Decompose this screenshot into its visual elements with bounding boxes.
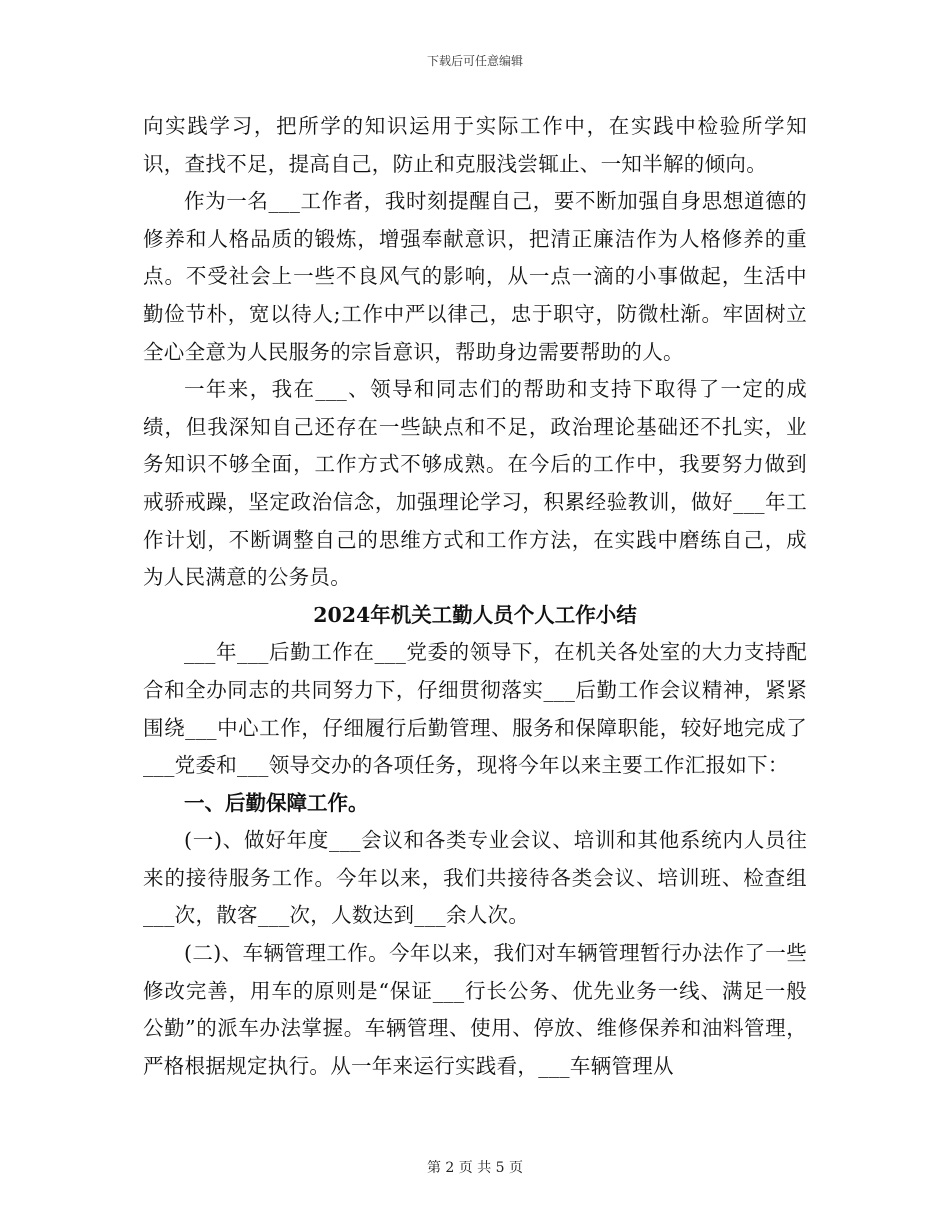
document-title: 2024年机关工勤人员个人工作小结 (313, 602, 637, 627)
paragraph-practice-learning: 向实践学习，把所学的知识运用于实际工作中，在实践中检验所学知识，查找不足，提高自己，防止和克服浅尝辄止、一知半解的倾向。 (143, 114, 807, 176)
paragraph-vehicle-management: (二)、车辆管理工作。今年以来，我们对车辆管理暂行办法作了一些修改完善，用车的原则是“保证___行长公务、优先业务一线、满足一般公勤”的派车办法掌握。车辆管理、使用、停放、维修保养和油料管理，严格根据规定执行。从一年来运行实践看，___车辆管理从 (143, 941, 807, 1078)
paragraph-reception-service: (一)、做好年度___会议和各类专业会议、培训和其他系统内人员往来的接待服务工作。今年以来，我们共接待各类会议、培训班、检查组___次，散客___次，人数达到___余人次。 (143, 828, 807, 928)
section-heading-logistics: 一、后勤保障工作。 (184, 790, 369, 815)
page-number: 第 2 页 共 5 页 (426, 1160, 524, 1176)
paragraph-achievements: 一年来，我在___、领导和同志们的帮助和支持下取得了一定的成绩，但我深知自己还存在一些缺点和不足，政治理论基础还不扎实，业务知识不够全面，工作方式不够成熟。在今后的工作中，我要努力做到戒骄戒躁，坚定政治信念，加强理论学习，积累经验教训，做好___年工作计划，不断调整自己的思维方式和工作方法，在实践中磨练自己，成为人民满意的公务员。 (143, 377, 807, 590)
page-header: 下载后可任意编辑 (426, 54, 523, 68)
document-body (143, 108, 807, 1085)
paragraph-intro: ___年___后勤工作在___党委的领导下，在机关各处室的大力支持配合和全办同志的共同努力下，仔细贯彻落实___后勤工作会议精神，紧紧围绕___中心工作，仔细履行后勤管理、服务和保障职能，较好地完成了___党委和___领导交办的各项任务，现将今年以来主要工作汇报如下： (143, 640, 807, 778)
paragraph-moral-cultivation: 作为一名___工作者，我时刻提醒自己，要不断加强自身思想道德的修养和人格品质的锻炼，增强奉献意识，把清正廉洁作为人格修养的重点。不受社会上一些不良风气的影响，从一点一滴的小事做起，生活中勤俭节朴，宽以待人;工作中严以律己，忠于职守，防微杜渐。牢固树立全心全意为人民服务的宗旨意识，帮助身边需要帮助的人。 (143, 189, 807, 364)
